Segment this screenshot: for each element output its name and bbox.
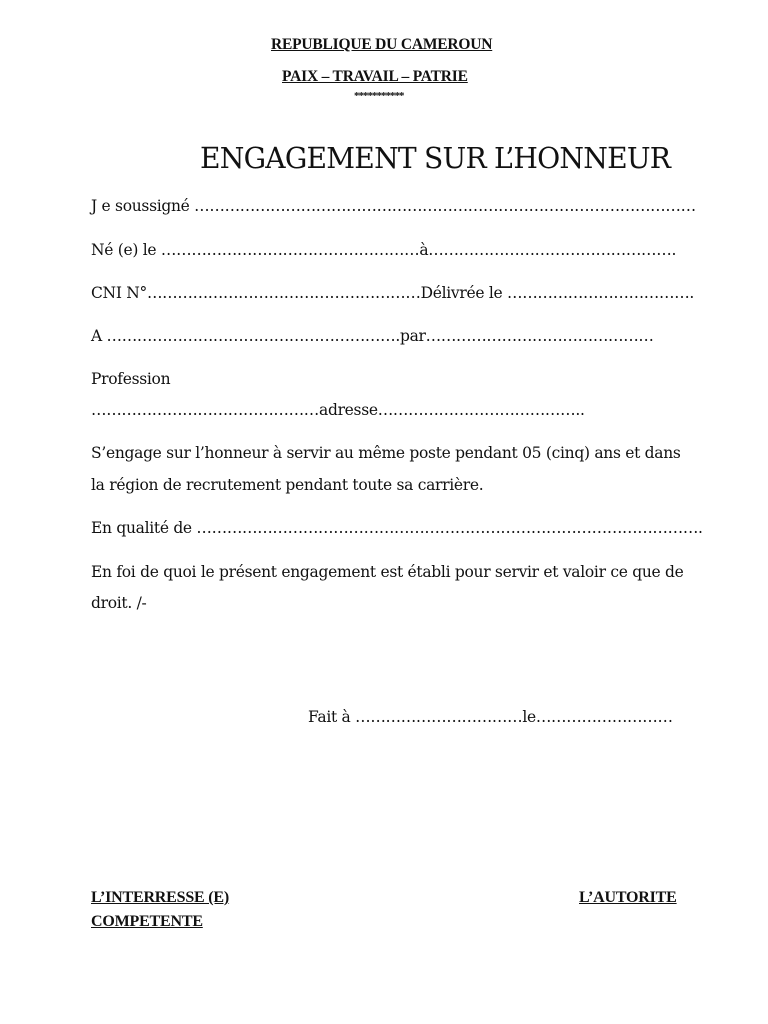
header-separator: *********** [354, 90, 404, 102]
signature-interesse: L’INTERRESSE (E) [91, 889, 230, 906]
signature-autorite: L’AUTORITE [579, 889, 677, 906]
country-heading: REPUBLIQUE DU CAMEROUN [271, 36, 493, 53]
birth-line: Né (e) le ……………………………………………à…………………………………………. [91, 241, 677, 259]
id-card-line: CNI N°………………………………………………Délivrée le ………………………………. [91, 284, 695, 302]
closing-text-line-1: En foi de quoi le présent engagement est établi pour servir et valoir ce que de [91, 563, 684, 581]
signature-competente: COMPETENTE [91, 913, 203, 930]
engagement-text-line-2: la région de recrutement pendant toute sa carrière. [91, 476, 484, 494]
soussigne-line: J e soussigné ……………………………………………………………………………………… [91, 197, 696, 215]
profession-address-line: ………………………………………adresse………………………………….. [91, 401, 585, 419]
document-title: ENGAGEMENT SUR L’HONNEUR [200, 141, 671, 175]
qualite-line: En qualité de ………………………………………………………………………………………. [91, 519, 703, 537]
profession-label: Profession [91, 370, 171, 388]
place-date-line: Fait à ……………………………le……………………… [308, 708, 673, 726]
issued-at-line: A ………………………………………………….par……………………………………… [91, 327, 654, 345]
engagement-text-line-1: S’engage sur l’honneur à servir au même poste pendant 05 (cinq) ans et dans [91, 444, 681, 462]
national-motto: PAIX – TRAVAIL – PATRIE [282, 68, 468, 85]
closing-text-line-2: droit. /- [91, 594, 147, 612]
